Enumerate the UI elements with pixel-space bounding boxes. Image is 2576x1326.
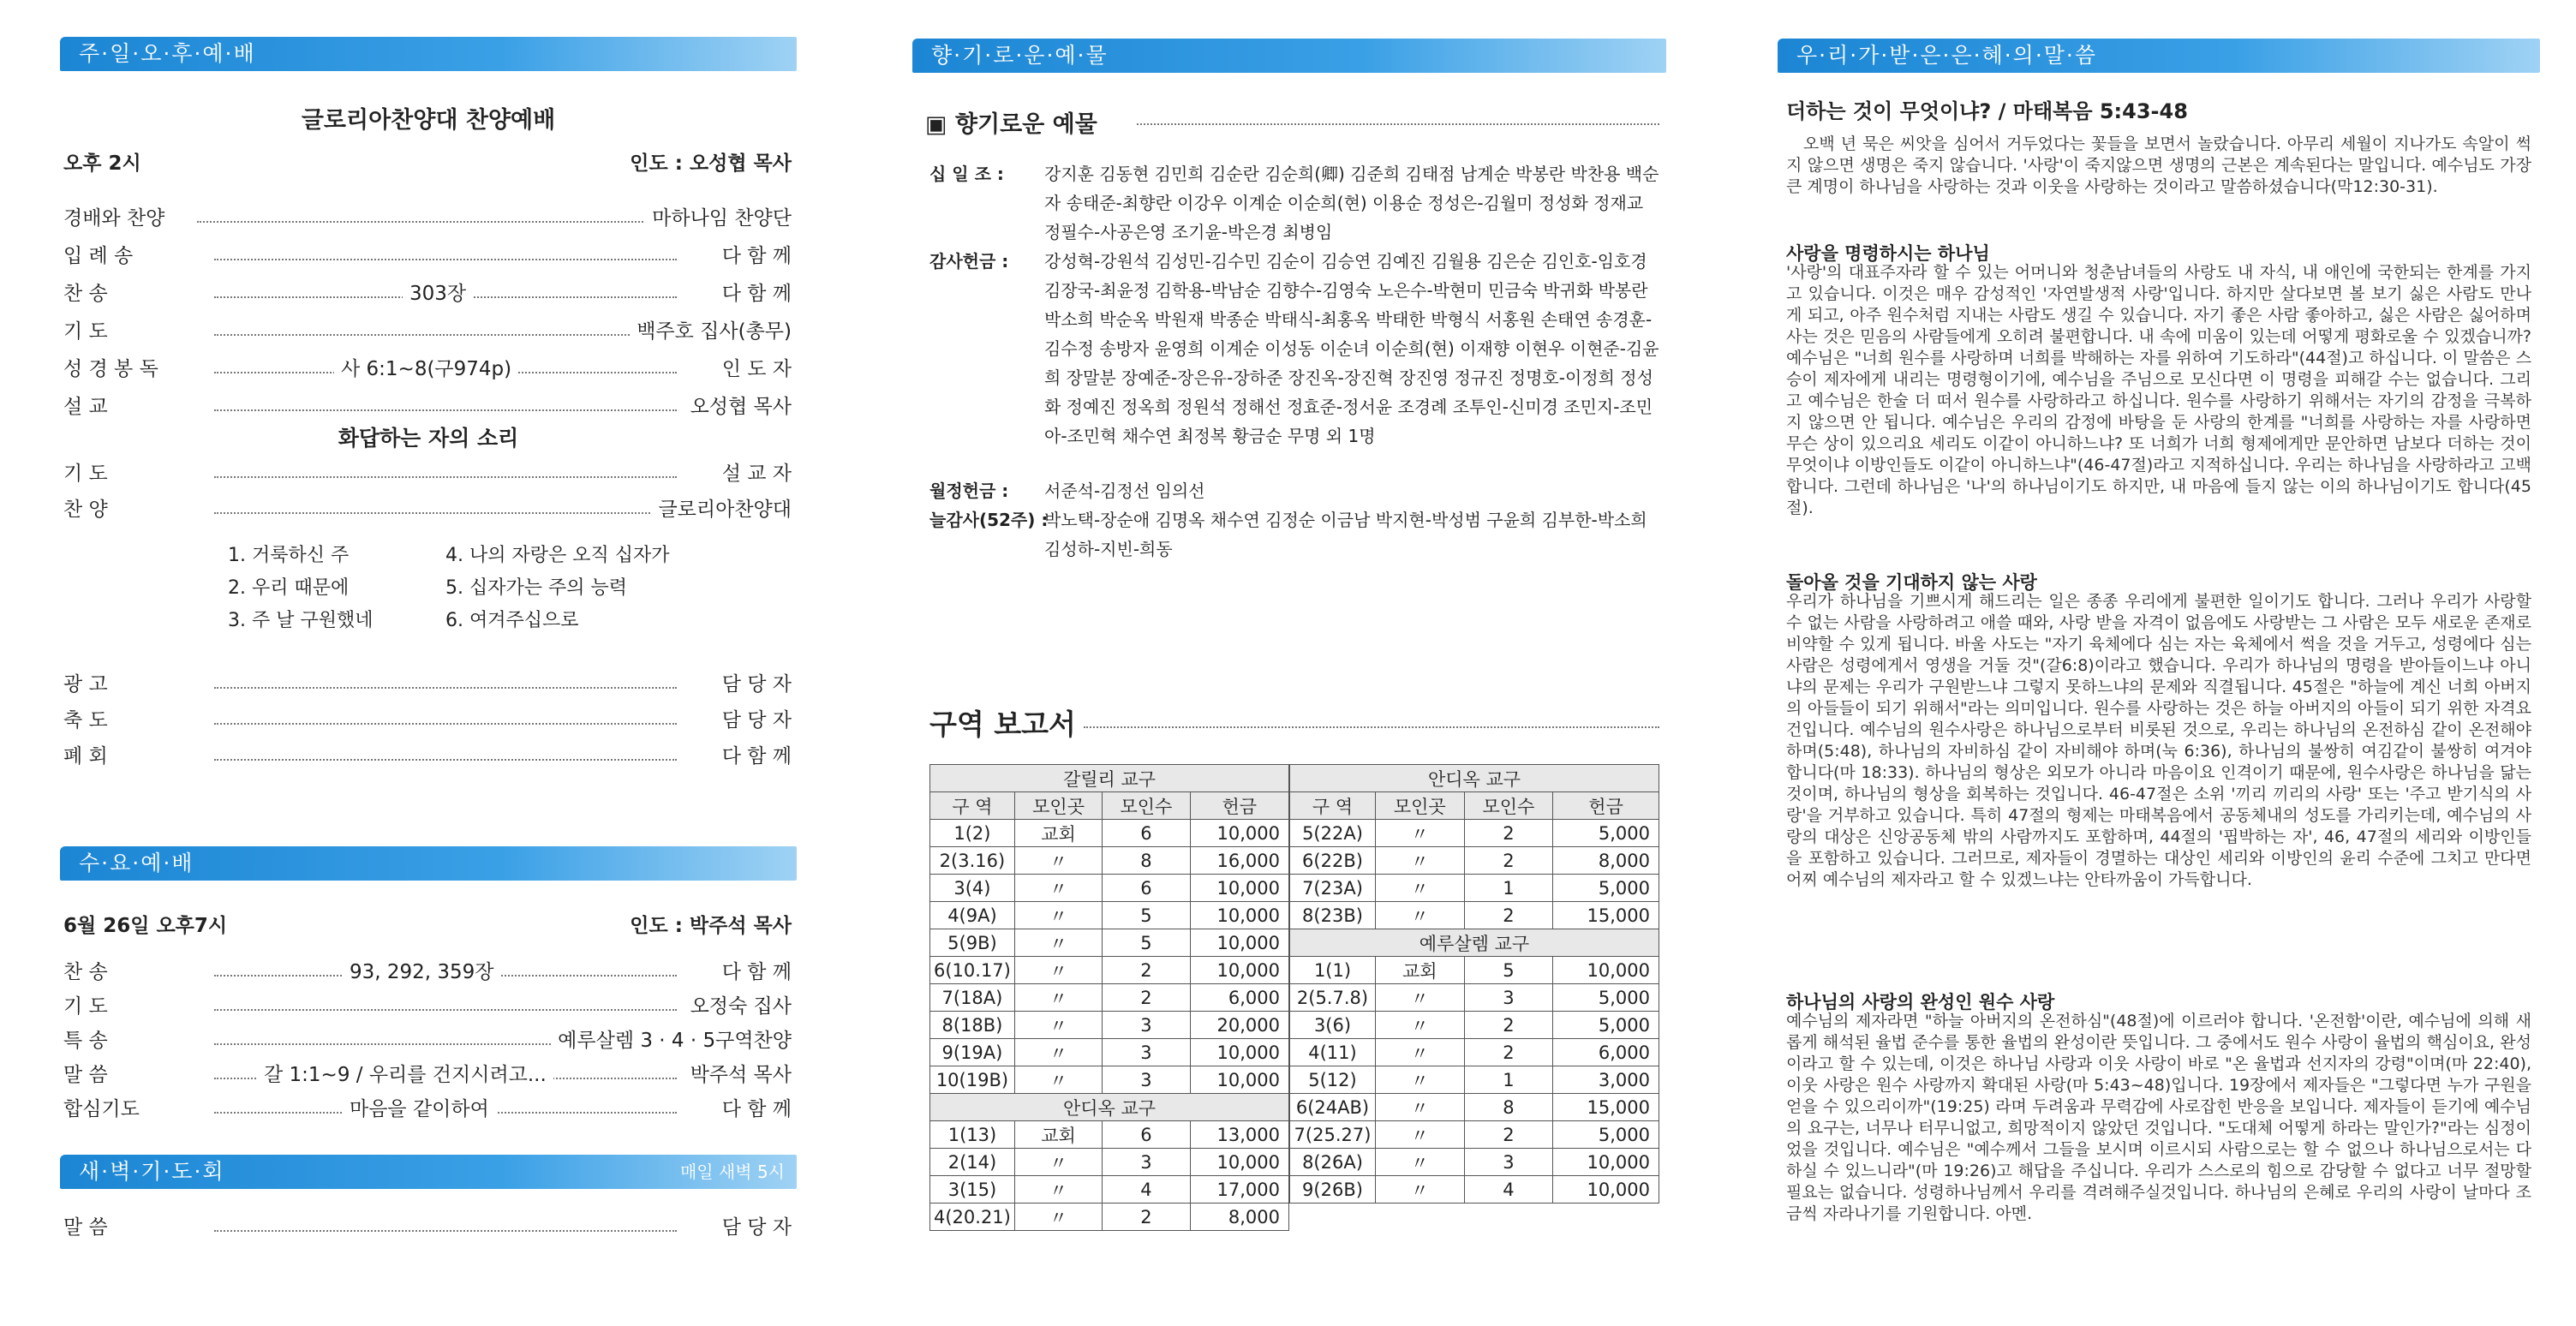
table-row (1290, 1094, 1659, 1121)
count-cell: 8 (1103, 847, 1190, 875)
order-value: 마하나임 찬양단 (645, 202, 792, 235)
sunday-time: 오후 2시 (63, 152, 141, 175)
order-value: 오성협 목사 (684, 391, 792, 423)
district-cell: 7(25.27) (1290, 1121, 1376, 1149)
place-cell: 〃 (1014, 902, 1102, 929)
offering-column (912, 0, 1666, 1326)
order-value: 다 함 께 (715, 278, 792, 310)
district-cell: 6(22B) (1290, 847, 1376, 875)
order-row (60, 240, 797, 272)
district-cell: 10(19B) (930, 1066, 1015, 1094)
district-cell: 9(19A) (930, 1039, 1015, 1066)
district-group-row (930, 1094, 1289, 1121)
table-row (1290, 1066, 1659, 1094)
count-cell: 2 (1464, 902, 1553, 929)
count-cell: 3 (1103, 1039, 1190, 1066)
sermon-column (1778, 0, 2540, 1326)
offering-cell: 6,000 (1190, 984, 1288, 1012)
place-cell: 〃 (1375, 875, 1464, 902)
count-cell: 3 (1103, 1066, 1190, 1094)
order-row (60, 278, 797, 310)
offering-cell: 10,000 (1190, 957, 1288, 984)
place-cell: 〃 (1014, 1176, 1102, 1204)
order-value: 다 함 께 (715, 240, 792, 272)
order-value: 담 당 자 (715, 668, 792, 701)
order-mid: 마음을 같이하여 (343, 1093, 496, 1126)
sermon-title: 더하는 것이 무엇이냐? / 마태복음 5:43-48 (1786, 99, 2188, 123)
dawn-banner-label: 새·벽·기·도·회 (79, 1159, 225, 1184)
offering-names: 강성혁-강원석 김성민-김수민 김순이 김승연 김예진 김월용 김은순 김인호-임호경 김장국-최윤정 김학용-박남순 김향수-김영숙 노은수-박현미 민금숙 박귀화 박봉란 박소희 박순옥 박원재 박종순 박태식-최홍옥 박태한 박형식 서홍원 손태연 송경훈-김수정 송방자 윤영희 이계순 이성동 이순녀 이순희(현) 이재향 이현우 이현준-김윤희 장말분 장예준-장은유-장하준 장진옥-장진혁 장진영 정규진 정명호-이정희 정성화 정예진 정옥희 정원석 정해선 정효준-정서윤 조경례 조투인-신미경 조민지-조민아-조민혁 채수연 최정복 황금순 무명 외 1명 (1044, 251, 1659, 446)
table-row (1290, 847, 1659, 875)
column-header: 구 역 (1290, 792, 1376, 820)
offering-cell: 17,000 (1190, 1176, 1288, 1204)
place-cell: 교회 (1375, 957, 1464, 984)
order-label: 설 교 (63, 396, 108, 418)
district-group-name: 갈릴리 교구 (930, 765, 1289, 792)
order-label: 말 씀 (63, 1216, 108, 1239)
hymn-item: 4. 나의 자랑은 오직 십자가 (445, 545, 670, 566)
place-cell: 〃 (1014, 1149, 1102, 1176)
offering-cell: 5,000 (1553, 1121, 1659, 1149)
table-row (1290, 1121, 1659, 1149)
district-cell: 7(18A) (930, 984, 1015, 1012)
place-cell: 〃 (1014, 875, 1102, 902)
count-cell: 5 (1103, 929, 1190, 957)
order-row (60, 457, 797, 490)
order-row (60, 1024, 797, 1057)
place-cell: 〃 (1014, 1204, 1102, 1231)
offering-names: 서준석-김정선 임의선 (1044, 481, 1205, 501)
order-row (60, 1059, 797, 1091)
count-cell: 4 (1103, 1176, 1190, 1204)
wednesday-info-row (60, 910, 797, 942)
count-cell: 1 (1464, 875, 1553, 902)
offering-cell: 8,000 (1553, 847, 1659, 875)
hymn-item: 3. 주 날 구원했네 (228, 610, 374, 631)
order-row (60, 1211, 797, 1244)
count-cell: 3 (1464, 984, 1553, 1012)
count-cell: 5 (1464, 957, 1553, 984)
district-group-name: 예루살렘 교구 (1290, 929, 1659, 957)
count-cell: 3 (1103, 1149, 1190, 1176)
offering-kind: 십 일 조 : (929, 164, 1004, 184)
offering-cell: 5,000 (1553, 1012, 1659, 1039)
order-label: 폐 회 (63, 745, 108, 768)
district-cell: 6(24AB) (1290, 1094, 1376, 1121)
table-row (930, 1121, 1289, 1149)
wednesday-banner-label: 수·요·예·배 (79, 851, 194, 875)
column-header: 모인수 (1103, 792, 1190, 820)
offering-cell: 3,000 (1553, 1066, 1659, 1094)
order-row (60, 493, 797, 526)
order-mid: 사 6:1~8(구974p) (334, 353, 518, 385)
district-cell: 9(26B) (1290, 1176, 1376, 1204)
district-cell: 6(10.17) (930, 957, 1015, 984)
district-cell: 5(12) (1290, 1066, 1376, 1094)
order-label: 합심기도 (63, 1098, 140, 1120)
district-cell: 5(9B) (930, 929, 1015, 957)
offering-cell: 10,000 (1553, 1149, 1659, 1176)
count-cell: 2 (1103, 957, 1190, 984)
sermon-subheading: 사랑을 명령하시는 하나님 (1786, 243, 1990, 264)
offering-cell: 8,000 (1190, 1204, 1288, 1231)
wednesday-banner (60, 846, 797, 881)
order-label: 성 경 봉 독 (63, 358, 158, 380)
order-row (60, 202, 797, 235)
dawn-banner (60, 1155, 797, 1189)
district-cell: 8(18B) (930, 1012, 1015, 1039)
count-cell: 2 (1103, 1204, 1190, 1231)
report-title: 구역 보고서 (929, 708, 1076, 741)
count-cell: 2 (1103, 984, 1190, 1012)
sermon-paragraph: '사랑'의 대표주자라 할 수 있는 어머니와 청춘남녀들의 사랑도 내 자식, 내 애인에 국한되는 한계를 가지고 있습니다. 이것은 매우 감성적인 '자연발생적 사랑'입니다. 하지만 살다보면 볼 보기 싫은 사람도 만나게 되고, 아주 원수처럼 지내는 사람도 생길 수 있습니다. 자기 좋은 사람 좋아하고, 싫은 사람은 싫어하며 사는 것은 믿음의 사람들에게 오히려 불편합니다. 내 속에 미움이 있는데 어떻게 평화로울 수 있겠습니까? 예수님은 "너희 원수를 사랑하며 너희를 박해하는 자를 위하여 기도하라"(44절)고 하십니다. 이 말씀은 스승이 제자에게 내리는 명령형이기에, 예수님을 주님으로 모신다면 이 명령을 피해갈 수는 없습니다. 그리고 예수님은 한술 더 떠서 원수를 사랑하라고 하십니다. 원수를 사랑하기 위해서는 자기의 감정을 극복하지 않으면 안 됩니다. 예수님은 우리의 감정에 바탕을 둔 사랑의 한계를 "너희를 사랑하는 자를 사랑하면 무슨 상이 있으리요 세리도 이같이 아니하느냐? 또 너희가 너희 형제에게만 문안하면 남보다 더하는 것이 무엇이냐 이방인들도 이같이 아니하느냐"(46-47절)라고 지적하십니다. 우리는 하나님을 사랑하라고 고백합니다. 그런데 하나님은 '나'의 하나님이기도 하지만, 내 마음에 들지 않는 이의 하나님이기도 합니다(45절). (1786, 263, 2531, 517)
place-cell: 〃 (1375, 1176, 1464, 1204)
order-row (60, 956, 797, 989)
order-value: 다 함 께 (715, 1093, 792, 1126)
sermon-subheading: 하나님의 사랑의 완성인 원수 사랑 (1786, 992, 2055, 1012)
order-label: 기 도 (63, 320, 108, 343)
order-row (60, 740, 797, 773)
sunday-banner (60, 37, 797, 71)
offering-cell: 15,000 (1553, 1094, 1659, 1121)
count-cell: 1 (1464, 1066, 1553, 1094)
place-cell: 〃 (1375, 1039, 1464, 1066)
district-cell: 1(2) (930, 820, 1015, 847)
table-row (930, 820, 1289, 847)
district-cell: 8(23B) (1290, 902, 1376, 929)
district-group-row (930, 765, 1289, 792)
district-cell: 5(22A) (1290, 820, 1376, 847)
offering-cell: 10,000 (1190, 875, 1288, 902)
offering-heading: ▣ 향기로운 예물 (925, 111, 1097, 138)
offering-cell: 5,000 (1553, 820, 1659, 847)
offering-cell: 10,000 (1190, 820, 1288, 847)
column-header: 모인수 (1464, 792, 1553, 820)
column-header: 헌금 (1190, 792, 1288, 820)
count-cell: 2 (1464, 1121, 1553, 1149)
count-cell: 2 (1464, 1039, 1553, 1066)
sermon-banner (1778, 39, 2540, 73)
offering-cell: 13,000 (1190, 1121, 1288, 1149)
district-cell: 1(13) (930, 1121, 1015, 1149)
place-cell: 〃 (1375, 902, 1464, 929)
sermon-subheading: 돌아올 것을 기대하지 않는 사랑 (1786, 572, 2037, 593)
table-row (930, 902, 1289, 929)
offering-cell: 5,000 (1553, 875, 1659, 902)
count-cell: 6 (1103, 1121, 1190, 1149)
order-label: 기 도 (63, 995, 108, 1018)
table-row (1290, 1039, 1659, 1066)
order-row (60, 391, 797, 423)
offering-cell: 10,000 (1190, 929, 1288, 957)
offering-kind: 늘감사(52주) : (929, 510, 1049, 530)
order-mid: 303장 (403, 278, 473, 310)
order-value: 오정숙 집사 (684, 990, 792, 1023)
offering-cell: 10,000 (1553, 957, 1659, 984)
table-row (1290, 1149, 1659, 1176)
count-cell: 3 (1103, 1012, 1190, 1039)
column-header: 모인곳 (1375, 792, 1464, 820)
district-cell: 8(26A) (1290, 1149, 1376, 1176)
place-cell: 〃 (1014, 1012, 1102, 1039)
offering-cell: 10,000 (1553, 1176, 1659, 1204)
order-row (60, 315, 797, 348)
place-cell: 〃 (1375, 1012, 1464, 1039)
count-cell: 4 (1464, 1176, 1553, 1204)
table-header-row (930, 792, 1289, 820)
hymn-list-right (445, 540, 669, 637)
offering-kind: 감사헌금 : (929, 251, 1009, 272)
order-value: 백주호 집사(총무) (630, 315, 792, 348)
order-label: 광 고 (63, 673, 108, 696)
district-cell: 4(11) (1290, 1039, 1376, 1066)
offering-cell: 15,000 (1553, 902, 1659, 929)
place-cell: 〃 (1375, 1121, 1464, 1149)
table-row (930, 847, 1289, 875)
offering-cell: 10,000 (1190, 1066, 1288, 1094)
worship-order-column (60, 0, 797, 1326)
place-cell: 〃 (1014, 984, 1102, 1012)
order-value: 예루살렘 3 · 4 · 5구역찬양 (551, 1024, 792, 1057)
dawn-banner-time: 매일 새벽 5시 (679, 1162, 785, 1182)
district-group-name: 안디옥 교구 (1290, 765, 1659, 792)
sermon-paragraph: 예수님의 제자라면 "하늘 아버지의 온전하심"(48절)에 이르러야 합니다. '온전함'이란, 예수님에 의해 새롭게 해석된 율법 준수를 통한 율법의 완성이란 뜻입니다. 그 중에서도 원수 사랑이 율법의 핵심이요, 완성이라고 할 수 있는데, 이것은 하나님 사랑과 이웃 사랑이 바로 "온 율법과 선지자의 강령"이며(마 22:40), 이웃 사랑은 원수 사랑까지 확대된 사랑(마 5:43~48)입니다. 19장에서 제자들은 "그렇다면 누가 구원을 얻을 수 있으리이까"(19:25) 라며 두려움과 무력감에 사로잡힌 반응을 보입니다. 제자들이 듣기에 예수님의 요구는, 너무나 터무니없고, 희망적이지 않았던 것입니다. "도대체 어떻게 하라는 말인가?"라는 심정이었을 것입니다. 예수님은 "예수께서 그들을 보시며 이르시되 사람으로는 할 수 없으나 하나님으로서는 다 하실 수 있느니라"(마 19:26)고 해답을 주십니다. 우리가 스스로의 힘으로 감당할 수 없다고 너무 절망할 필요는 없습니다. 성령하나님께서 우리를 격려해주실것입니다. 하나님의 은혜로 우리의 사랑이 날마다 조금씩 자라나기를 기원합니다. 아멘. (1786, 1012, 2531, 1223)
order-mid: 93, 292, 359장 (343, 956, 501, 989)
hymn-item: 5. 십자가는 주의 능력 (445, 577, 627, 599)
place-cell: 〃 (1375, 820, 1464, 847)
sunday-title: 글로리아찬양대 찬양예배 (301, 107, 556, 134)
table-row (1290, 957, 1659, 984)
district-group-name: 안디옥 교구 (930, 1094, 1289, 1121)
order-label: 찬 송 (63, 283, 108, 305)
place-cell: 〃 (1014, 1066, 1102, 1094)
order-label: 기 도 (63, 463, 108, 485)
order-label: 경배와 찬양 (63, 207, 165, 230)
column-header: 구 역 (930, 792, 1015, 820)
order-value: 박주석 목사 (684, 1059, 792, 1091)
table-row (930, 875, 1289, 902)
sermon-paragraph: 우리가 하나님을 기쁘시게 해드리는 일은 종종 우리에게 불편한 일이기도 합니다. 그러나 우리가 사랑할 수 없는 사람을 사랑하려고 애쓸 때와, 사랑 받을 자격이 없음에도 사랑받는 그 사람은 모두 새로운 존재로 비약할 수 있게 됩니다. 바울 사도는 "자기 육체에다 심는 자는 육체에서 썩을 것을 거두고, 성령에다 심는 사람은 성령에게서 영생을 거둘 것"(갈6:8)이라고 했습니다. 우리가 하나님의 명령을 받아들이느냐 아니냐의 문제는 우리가 구원받느냐 그렇지 못하느냐의 문제와 직결됩니다. 45절은 "하늘에 계신 너희 아버지의 아들들이 되기 위해서"라는 의미입니다. 원수를 사랑하는 것은 하늘 아버지의 아들이 되기 위한 자격요건입니다. 예수님의 원수사랑은 하나님으로부터 비롯된 것으로, 우리는 하나님의 온전하심 같이 온전해야 하며(5:48), 하나님의 자비하심 같이 자비해야 하며(눅 6:36), 하나님의 불쌍히 여김같이 불쌍히 여겨야 합니다(마 18:33). 하나님의 형상은 외모가 아니라 마음이요 인격이기 때문에, 원수사랑은 하나님을 닮는 것이며, 하나님의 형상을 회복하는 것입니다. 46-47절은 소위 '끼리 끼리의 사랑' 또는 '주고 받기식의 사랑'을 거부하고 있습니다. 특히 47절의 형제는 마태복음에서 공동체내의 성도를 가리키는데, 예수님의 사랑의 대상은 신앙공동체 밖의 사람까지도 포함하며, 44절의 '핍박하는 자', 46, 47절의 세리와 이방인들을 포함하고 있습니다. 그러므로, 제자들이 경멸하는 대상인 세리와 이방인의 윤리 수준에 그치고 만다면 어찌 예수님의 제자라고 할 수 있겠느냐는 안타까움이 가득합니다. (1786, 592, 2531, 889)
table-row (930, 1204, 1289, 1231)
table-row (1290, 1012, 1659, 1039)
table-row (930, 929, 1289, 957)
order-row (60, 668, 797, 701)
offering-banner (912, 39, 1666, 73)
count-cell: 3 (1464, 1149, 1553, 1176)
offering-cell: 10,000 (1190, 1039, 1288, 1066)
place-cell: 〃 (1014, 1039, 1102, 1066)
column-header: 헌금 (1553, 792, 1659, 820)
table-row (1290, 984, 1659, 1012)
district-cell: 4(20.21) (930, 1204, 1015, 1231)
district-cell: 7(23A) (1290, 875, 1376, 902)
hymn-item: 6. 여겨주십으로 (445, 610, 579, 631)
offering-cell: 20,000 (1190, 1012, 1288, 1039)
hymn-item: 2. 우리 때문에 (228, 577, 350, 599)
wednesday-date: 6월 26일 오후7시 (63, 915, 228, 937)
district-cell: 3(6) (1290, 1012, 1376, 1039)
order-label: 찬 송 (63, 961, 108, 983)
place-cell: 〃 (1014, 929, 1102, 957)
heading-dots (1137, 123, 1659, 125)
order-value: 담 당 자 (715, 1211, 792, 1244)
table-row (1290, 875, 1659, 902)
district-cell: 4(9A) (930, 902, 1015, 929)
place-cell: 〃 (1375, 984, 1464, 1012)
order-label: 입 례 송 (63, 245, 134, 267)
table-row (1290, 820, 1659, 847)
district-cell: 1(1) (1290, 957, 1376, 984)
count-cell: 2 (1464, 820, 1553, 847)
offering-cell: 10,000 (1190, 1149, 1288, 1176)
hymn-item: 1. 거룩하신 주 (228, 545, 350, 566)
offering-cell: 5,000 (1553, 984, 1659, 1012)
table-row (930, 957, 1289, 984)
table-header-row (1290, 792, 1659, 820)
order-label: 찬 양 (63, 499, 108, 521)
order-value: 인 도 자 (715, 353, 792, 385)
offering-names: 박노택-장순애 김명옥 채수연 김정순 이금남 박지현-박성범 구윤희 김부한-박소희 김성하-지빈-희동 (1044, 510, 1647, 559)
table-row (930, 1066, 1289, 1094)
hymn-list-left (228, 540, 373, 637)
district-cell: 3(15) (930, 1176, 1015, 1204)
offering-cell: 10,000 (1190, 902, 1288, 929)
table-row (930, 984, 1289, 1012)
order-value: 다 함 께 (715, 956, 792, 989)
count-cell: 6 (1103, 820, 1190, 847)
offering-cell: 6,000 (1553, 1039, 1659, 1066)
table-row (930, 1149, 1289, 1176)
table-row (930, 1039, 1289, 1066)
count-cell: 2 (1464, 1012, 1553, 1039)
order-mid: 갈 1:1~9 / 우리를 건지시려고... (257, 1059, 553, 1091)
offering-cell: 16,000 (1190, 847, 1288, 875)
sunday-leader: 인도 : 오성협 목사 (623, 147, 792, 180)
district-cell: 2(3.16) (930, 847, 1015, 875)
place-cell: 〃 (1375, 1094, 1464, 1121)
report-table-right (1289, 764, 1659, 1204)
place-cell: 〃 (1014, 847, 1102, 875)
order-label: 말 씀 (63, 1064, 108, 1086)
order-label: 축 도 (63, 709, 108, 732)
district-cell: 3(4) (930, 875, 1015, 902)
order-value: 설 교 자 (715, 457, 792, 490)
table-row (1290, 1176, 1659, 1204)
place-cell: 〃 (1375, 847, 1464, 875)
column-header: 모인곳 (1014, 792, 1102, 820)
table-row (930, 1176, 1289, 1204)
order-row (60, 353, 797, 385)
district-group-row (1290, 929, 1659, 957)
place-cell: 교회 (1014, 820, 1102, 847)
count-cell: 5 (1103, 902, 1190, 929)
order-row (60, 704, 797, 737)
district-group-row (1290, 765, 1659, 792)
order-value: 담 당 자 (715, 704, 792, 737)
report-title-dots (1084, 726, 1659, 728)
sermon-banner-label: 우·리·가·받·은·은·혜·의·말·씀 (1796, 43, 2098, 68)
place-cell: 〃 (1375, 1149, 1464, 1176)
response-subtitle: 화답하는 자의 소리 (338, 426, 519, 451)
district-cell: 2(14) (930, 1149, 1015, 1176)
offering-names: 강지훈 김동현 김민희 김순란 김순희(卿) 김준희 김태점 남계순 박봉란 박찬용 백순자 송태준-최향란 이강우 이계순 이순희(현) 이용순 정성은-김월미 정성화 정재교 정필수-사공은영 조기윤-박은경 최병임 (1044, 164, 1659, 242)
sunday-banner-label: 주·일·오·후·예·배 (79, 41, 256, 66)
count-cell: 6 (1103, 875, 1190, 902)
order-value: 다 함 께 (715, 740, 792, 773)
table-row (930, 1012, 1289, 1039)
table-row (1290, 902, 1659, 929)
sunday-info-row (60, 147, 797, 180)
place-cell: 〃 (1014, 957, 1102, 984)
count-cell: 2 (1464, 847, 1553, 875)
offering-kind: 월정헌금 : (929, 481, 1009, 501)
wednesday-leader: 인도 : 박주석 목사 (623, 910, 792, 942)
order-label: 특 송 (63, 1030, 108, 1052)
place-cell: 교회 (1014, 1121, 1102, 1149)
sermon-intro: 오백 년 묵은 씨앗을 심어서 거두었다는 꽃들을 보면서 놀랐습니다. 아무리 세월이 지나가도 속알이 썩지 않으면 생명은 죽지 않습니다. '사랑'이 죽지않으면 생명의 근본은 계속된다는 말입니다. 예수님도 가장 큰 계명이 하나님을 사랑하는 것과 이웃을 사랑하는 것이라고 말씀하셨습니다(막12:30-31). (1786, 134, 2531, 196)
count-cell: 8 (1464, 1094, 1553, 1121)
district-cell: 2(5.7.8) (1290, 984, 1376, 1012)
offering-banner-label: 향·기·로·운·예·물 (931, 43, 1109, 68)
report-table-left (929, 764, 1289, 1231)
order-value: 글로리아찬양대 (651, 493, 792, 526)
order-row (60, 1093, 797, 1126)
place-cell: 〃 (1375, 1066, 1464, 1094)
order-row (60, 990, 797, 1023)
